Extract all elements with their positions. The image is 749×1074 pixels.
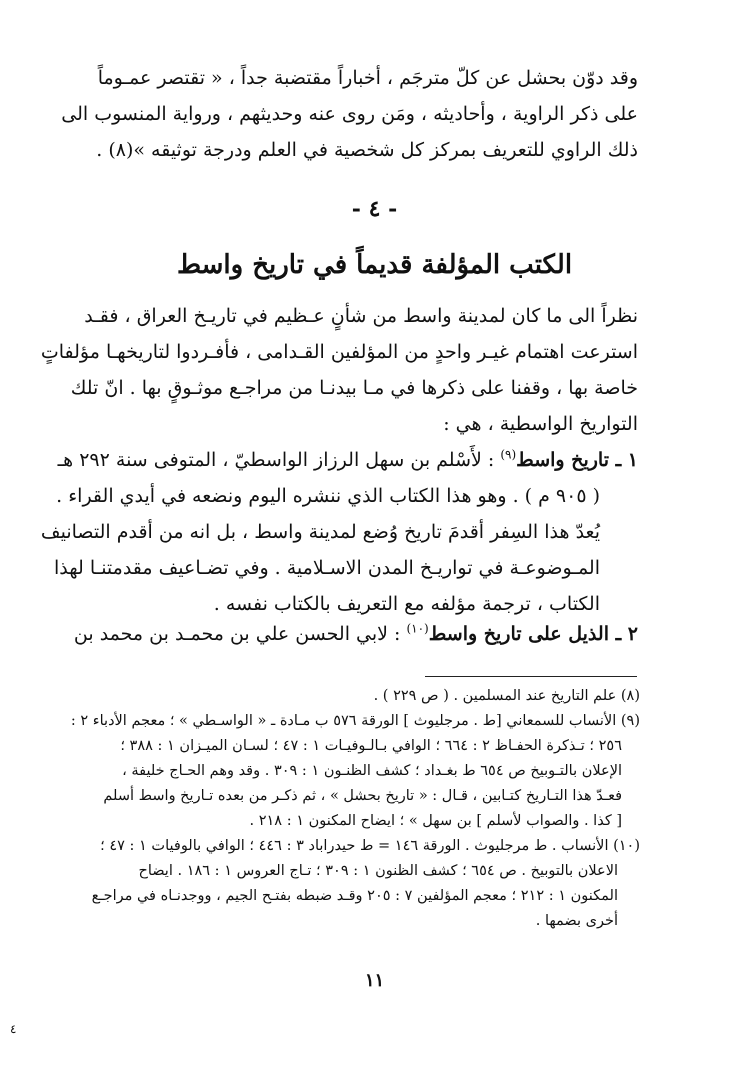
item-text: : لابي الحسن علي بن محمـد بن محمد بن [73,623,407,645]
item-title: ٢ ـ الذيل على تاريخ واسط [428,623,638,645]
footnote-separator [425,676,637,677]
main-paragraph [40,298,638,442]
footnote-line: فعـدّ هذا التـاريخ كتـابين ، قـال : « تاريخ بحشل » ، ثم ذكـر من بعده تـاريخ واسط أسلم [103,788,622,804]
text-line: خاصة بها ، وقفنا على ذكرها في مـا بيدنـا من مراجـع موثـوقٍ بها . انّ تلك [70,377,638,399]
item-title: ١ ـ تاريخ واسط [516,449,638,471]
intro-paragraph [61,60,638,168]
footnote-line: (١٠) الأنساب . ط مرجليوث . الورقة ١٤٦ = ط حيدراباد ٣ : ٤٤٦ ؛ الوافي بالوفيات ١ : ٤٧ ؛ [100,838,640,854]
footnotes [70,684,640,934]
footnote-line: أخرى بضمها . [535,913,618,929]
list-item-dhayl-tarikh-wasit [73,616,638,652]
text-line: على ذكر الراوية ، وأحاديثه ، ومَن روى عنه وحديثهم ، ورواية المنسوب الى [61,103,638,125]
section-title: الكتب المؤلفة قديماً في تاريخ واسط [176,250,573,280]
text-line: يُعدّ هذا السِفر أقدمَ تاريخ وُضع لمدينة واسط ، بل انه من أقدم التصانيف [40,521,600,543]
edge-mark: ٤ [10,1022,17,1036]
footnote-line: المكنون ١ : ٢١٢ ؛ معجم المؤلفين ٧ : ٢٠٥ وقـد ضبطه بفتـح الجيم ، ووجدنـاه في مراجـع [91,888,618,904]
footnote-line: الاعلان بالتوبيخ . ص ٦٥٤ ؛ كشف الظنون ١ : ٣٠٩ ؛ تـاج العروس ١ : ١٨٦ . ايضاح [138,863,618,879]
section-number: - ٤ - [351,196,398,222]
text-line: المـوضوعـة في تواريـخ المدن الاسـلامية . وفي تضـاعيف مقدمتنـا لهذا [54,557,600,579]
text-line: استرعت اهتمام غيـر واحدٍ من المؤلفين القـدامى ، فأفـردوا لتاريخهـا مؤلفاتٍ [40,341,638,363]
text-line: نظراً الى ما كان لمدينة واسط من شأنٍ عـظيم في تاريـخ العراق ، فقـد [84,305,638,327]
text-line: ذلك الراوي للتعريف بمركز كل شخصية في العلم ودرجة توثيقه »(٨) . [96,139,638,161]
item-text: : لأَسْلم بن سهل الرزاز الواسطيّ ، المتوفى سنة ٢٩٢ هـ [57,449,501,471]
list-item-tarikh-wasit [40,442,638,622]
footnote-ref: (١٠) [406,621,429,636]
page-number: ١١ [364,970,385,991]
item-first-line [73,616,638,652]
text-line: التواريخ الواسطية ، هي : [443,413,638,435]
footnote-line: (٨) علم التاريخ عند المسلمين . ( ص ٢٢٩ ) . [373,688,640,704]
text-line: ( ٩٠٥ م ) . وهو هذا الكتاب الذي ننشره اليوم ونضعه في أيدي القراء . [56,485,600,507]
footnote-line: الإعلان بالتـوبيخ ص ٦٥٤ ط بغـداد ؛ كشف الظنـون ١ : ٣٠٩ . وقد وهم الحـاج خليفة ، [122,763,622,779]
footnote-line: (٩) الأنساب للسمعاني [ط . مرجليوث ] الورقة ٥٧٦ ب مـادة ـ « الواسـطي » ؛ معجم الأدباء ٢ : [70,713,640,729]
footnote-line: ٢٥٦ ؛ تـذكرة الحفـاظ ٢ : ٦٦٤ ؛ الوافي بـالـوفيـات ١ : ٤٧ ؛ لسـان الميـزان ١ : ٣٨٨ ؛ [120,738,622,754]
text-line: الكتاب ، ترجمة مؤلفه مع التعريف بالكتاب نفسه . [213,593,600,615]
footnote-line: [ كذا . والصواب لأسلم ] بن سهل » ؛ ايضاح المكنون ١ : ٢١٨ . [249,813,622,829]
text-line: وقد دوّن بحشل عن كلّ مترجَم ، أخباراً مقتضبة جداً ، « تقتصر عمـوماً [97,67,638,89]
footnote-ref: (٩) [500,447,517,462]
item-first-line [57,442,638,478]
